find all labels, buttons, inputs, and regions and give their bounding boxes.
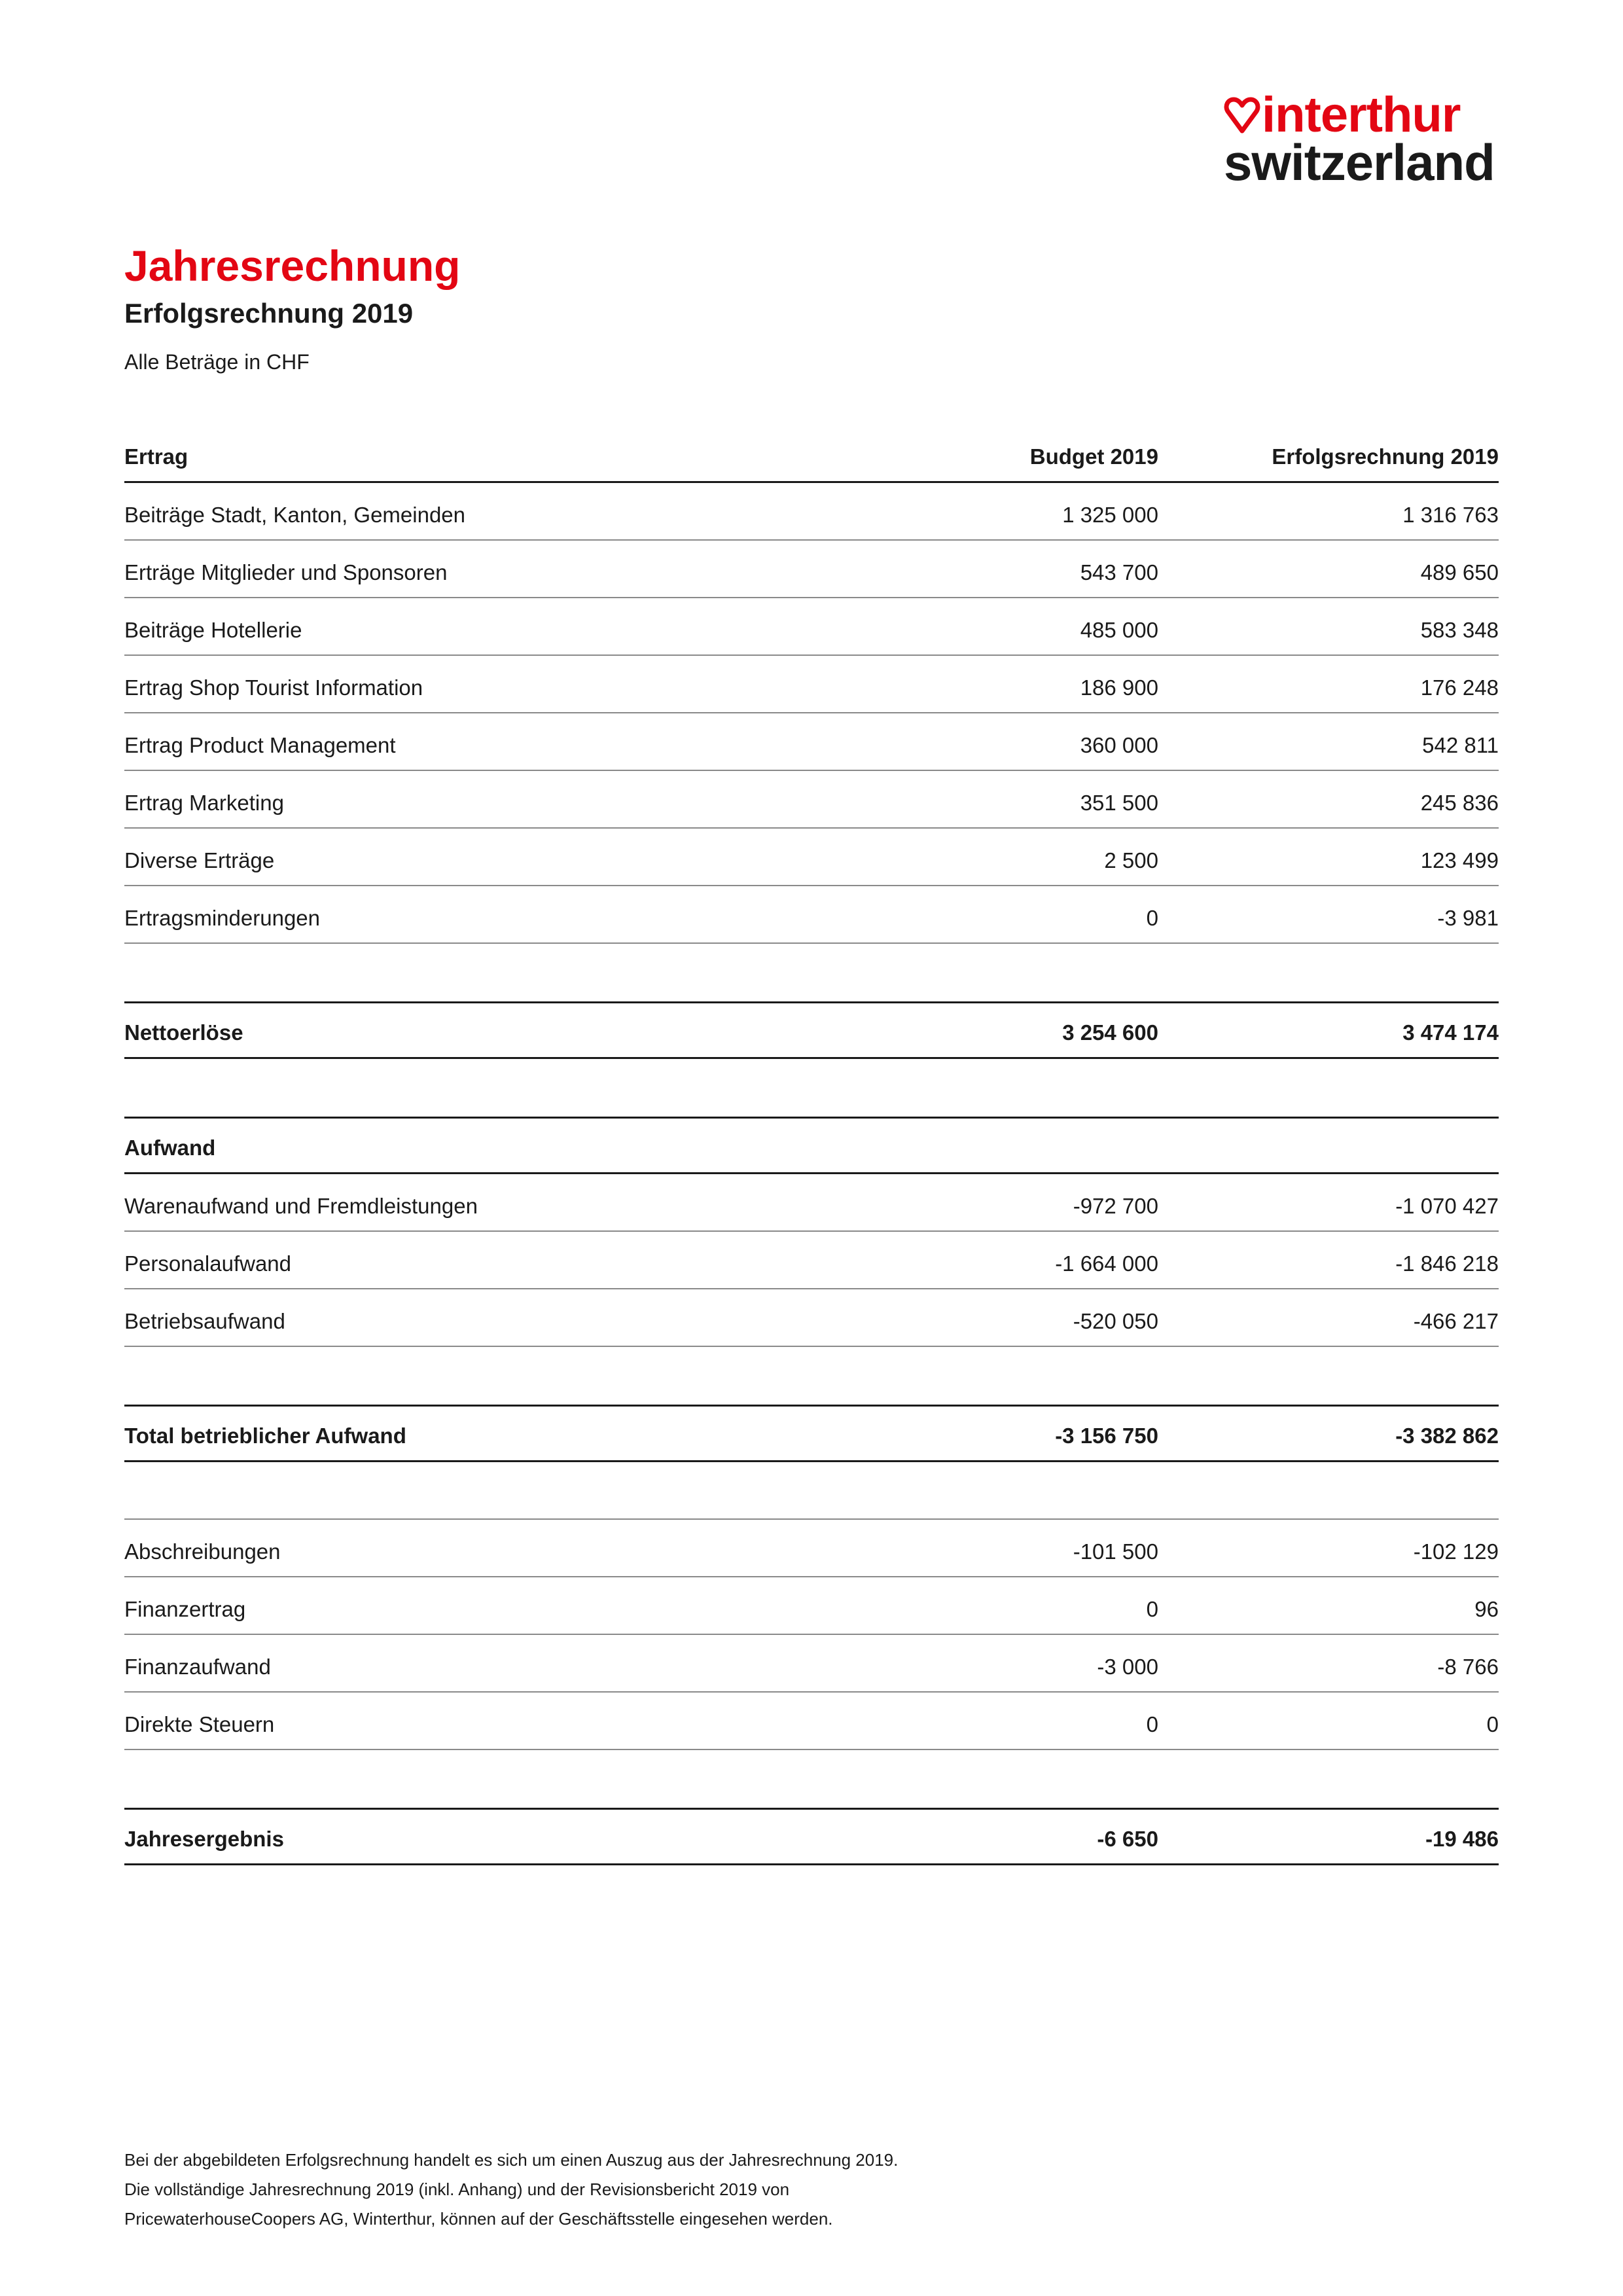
row-label: Ertragsminderungen bbox=[124, 906, 320, 930]
row-label: Total betrieblicher Aufwand bbox=[124, 1424, 406, 1448]
total-aufwand-row bbox=[124, 1405, 1499, 1462]
column-header-label: Ertrag bbox=[124, 444, 188, 469]
row-budget: 360 000 bbox=[1080, 733, 1158, 757]
table-row bbox=[124, 1289, 1499, 1347]
nettoerloese-row bbox=[124, 1001, 1499, 1059]
section-label: Aufwand bbox=[124, 1136, 216, 1160]
table-row bbox=[124, 598, 1499, 656]
table-row bbox=[124, 1232, 1499, 1289]
row-label: Warenaufwand und Fremdleistungen bbox=[124, 1194, 478, 1218]
row-actual: -102 129 bbox=[1413, 1539, 1499, 1564]
aufwand-section-header bbox=[124, 1117, 1499, 1174]
row-budget: 0 bbox=[1146, 1712, 1158, 1736]
row-actual: 3 474 174 bbox=[1402, 1020, 1499, 1045]
table-row bbox=[124, 1635, 1499, 1693]
row-budget: 543 700 bbox=[1080, 560, 1158, 584]
row-budget: 351 500 bbox=[1080, 791, 1158, 815]
row-budget: 0 bbox=[1146, 1597, 1158, 1621]
row-label: Erträge Mitglieder und Sponsoren bbox=[124, 560, 448, 584]
row-label: Jahresergebnis bbox=[124, 1827, 284, 1851]
currency-note: Alle Beträge in CHF bbox=[124, 350, 310, 374]
row-label: Abschreibungen bbox=[124, 1539, 281, 1564]
row-label: Beiträge Hotellerie bbox=[124, 618, 302, 642]
row-actual: 0 bbox=[1486, 1712, 1499, 1736]
row-budget: 485 000 bbox=[1080, 618, 1158, 642]
row-actual: -8 766 bbox=[1437, 1655, 1499, 1679]
row-budget: -101 500 bbox=[1073, 1539, 1158, 1564]
page-title: Jahresrechnung bbox=[124, 242, 461, 290]
row-actual: 123 499 bbox=[1420, 848, 1499, 872]
row-label: Ertrag Product Management bbox=[124, 733, 396, 757]
row-label: Ertrag Marketing bbox=[124, 791, 284, 815]
row-budget: -520 050 bbox=[1073, 1309, 1158, 1333]
spacer-line bbox=[124, 1462, 1499, 1520]
table-row bbox=[124, 713, 1499, 771]
row-budget: -3 156 750 bbox=[1055, 1424, 1158, 1448]
table-row bbox=[124, 1577, 1499, 1635]
spacer bbox=[124, 1750, 1499, 1808]
spacer bbox=[124, 1347, 1499, 1405]
row-label: Nettoerlöse bbox=[124, 1020, 243, 1045]
table-row bbox=[124, 771, 1499, 829]
other-rows bbox=[124, 1520, 1499, 1750]
table-row bbox=[124, 886, 1499, 944]
heart-w-icon bbox=[1224, 97, 1260, 134]
row-label: Betriebsaufwand bbox=[124, 1309, 285, 1333]
row-actual: -466 217 bbox=[1413, 1309, 1499, 1333]
spacer bbox=[124, 944, 1499, 1001]
row-actual: -1 846 218 bbox=[1395, 1251, 1499, 1276]
row-actual: 542 811 bbox=[1422, 733, 1499, 757]
logo-line-1-text: interthur bbox=[1262, 87, 1461, 143]
row-label: Finanzertrag bbox=[124, 1597, 246, 1621]
table-row bbox=[124, 1174, 1499, 1232]
row-budget: 186 900 bbox=[1080, 675, 1158, 700]
income-statement-table bbox=[124, 425, 1499, 1865]
column-header-budget: Budget 2019 bbox=[1029, 444, 1158, 469]
row-label: Finanzaufwand bbox=[124, 1655, 271, 1679]
row-budget: -972 700 bbox=[1073, 1194, 1158, 1218]
table-row bbox=[124, 483, 1499, 541]
footnote bbox=[124, 2145, 1302, 2234]
row-actual: -3 382 862 bbox=[1395, 1424, 1499, 1448]
table-row bbox=[124, 829, 1499, 886]
row-actual: -3 981 bbox=[1437, 906, 1499, 930]
aufwand-rows bbox=[124, 1174, 1499, 1347]
row-label: Ertrag Shop Tourist Information bbox=[124, 675, 423, 700]
row-actual: 489 650 bbox=[1420, 560, 1499, 584]
row-label: Direkte Steuern bbox=[124, 1712, 275, 1736]
spacer bbox=[124, 1059, 1499, 1117]
row-actual: 176 248 bbox=[1420, 675, 1499, 700]
row-budget: -1 664 000 bbox=[1055, 1251, 1158, 1276]
jahresergebnis-row bbox=[124, 1808, 1499, 1865]
row-budget: 3 254 600 bbox=[1062, 1020, 1158, 1045]
table-row bbox=[124, 656, 1499, 713]
row-budget: 2 500 bbox=[1104, 848, 1158, 872]
row-budget: -6 650 bbox=[1097, 1827, 1158, 1851]
footnote-line: PricewaterhouseCoopers AG, Winterthur, können auf der Geschäftsstelle eingesehen werden. bbox=[124, 2209, 833, 2229]
row-budget: 0 bbox=[1146, 906, 1158, 930]
brand-logo bbox=[1224, 87, 1499, 191]
footnote-line: Die vollständige Jahresrechnung 2019 (inkl. Anhang) und der Revisionsbericht 2019 von bbox=[124, 2179, 790, 2199]
row-actual: 245 836 bbox=[1420, 791, 1499, 815]
column-header-actual: Erfolgsrechnung 2019 bbox=[1272, 444, 1499, 469]
ertrag-rows bbox=[124, 483, 1499, 944]
table-row bbox=[124, 1693, 1499, 1750]
table-row bbox=[124, 1520, 1499, 1577]
page-subtitle: Erfolgsrechnung 2019 bbox=[124, 298, 414, 329]
row-budget: 1 325 000 bbox=[1062, 503, 1158, 527]
row-label: Beiträge Stadt, Kanton, Gemeinden bbox=[124, 503, 466, 527]
row-actual: 96 bbox=[1474, 1597, 1499, 1621]
row-actual: 1 316 763 bbox=[1402, 503, 1499, 527]
table-header bbox=[124, 425, 1499, 483]
row-actual: 583 348 bbox=[1420, 618, 1499, 642]
row-budget: -3 000 bbox=[1097, 1655, 1158, 1679]
logo-line-2: switzerland bbox=[1224, 134, 1495, 191]
logo-line-1 bbox=[1224, 87, 1499, 143]
footnote-line: Bei der abgebildeten Erfolgsrechnung handelt es sich um einen Auszug aus der Jahresrechnung 2019. bbox=[124, 2150, 899, 2170]
row-label: Diverse Erträge bbox=[124, 848, 275, 872]
row-actual: -1 070 427 bbox=[1395, 1194, 1499, 1218]
row-actual: -19 486 bbox=[1425, 1827, 1499, 1851]
row-label: Personalaufwand bbox=[124, 1251, 292, 1276]
table-row bbox=[124, 541, 1499, 598]
